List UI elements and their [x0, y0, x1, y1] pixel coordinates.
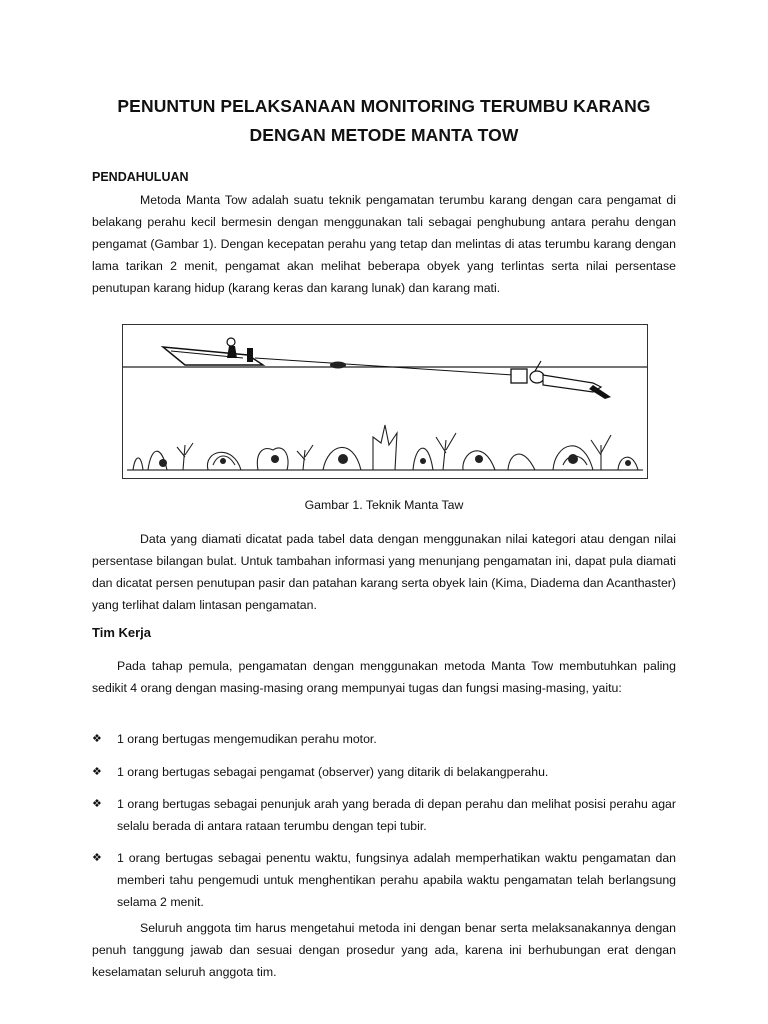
figure-manta-tow — [122, 324, 648, 479]
paragraph-data: Data yang diamati dicatat pada tabel data dengan menggunakan nilai kategori atau dengan nilai persentase bilangan bulat. Untuk tambahan informasi yang menunjang pengamatan ini, dapat pula diamati dan dicatat persen penutupan pasir dan patahan karang serta obyek lain (Kima, Diadema dan Acanthaster) yang terlihat dalam lintasan pengamatan. — [92, 532, 676, 612]
driver-body — [227, 346, 237, 358]
document-title — [0, 92, 768, 150]
title-line-2: DENGAN METODE MANTA TOW — [249, 125, 519, 145]
list-item — [92, 847, 676, 913]
figure-caption: Gambar 1. Teknik Manta Taw — [304, 498, 464, 512]
paragraph-closing: Seluruh anggota tim harus mengetahui metoda ini dengan benar serta melaksanakannya dengan penuh tanggung jawab dan sesuai dengan prosedur yang ada, karena ini berhubungan erat dengan keselamatan seluruh anggota tim. — [92, 921, 676, 979]
list-item-text: 1 orang bertugas sebagai penunjuk arah yang berada di depan perahu dan melihat posisi perahu agar selalu berada di antara rataan terumbu dengan tepi tubir. — [117, 797, 676, 833]
coral-reef — [133, 425, 638, 470]
bullet-icon: ❖ — [92, 766, 102, 778]
diver-snorkel — [535, 361, 541, 371]
section-heading-tim-kerja: Tim Kerja — [92, 625, 152, 640]
bullet-icon: ❖ — [92, 733, 102, 745]
manta-tow-illustration — [123, 325, 647, 478]
paragraph-intro: Metoda Manta Tow adalah suatu teknik pengamatan terumbu karang dengan cara pengamat di belakang perahu kecil bermesin dengan menggunakan tali sebagai penghubung antara perahu dengan pengamat (Gambar 1). Dengan kecepatan perahu yang tetap dan melintas di atas terumbu karang dengan lama tarikan 2 menit, pengamat akan melihat beberapa obyek yang terlintas serta nilai persentase penutupan karang hidup (karang keras dan karang lunak) dan karang mati. — [92, 193, 676, 295]
diver-head — [530, 371, 544, 383]
list-item-text: 1 orang bertugas sebagai penentu waktu, fungsinya adalah memperhatikan waktu pengamatan dan memberi tahu pengemudi untuk menghentikan perahu apabila waktu pengamatan telah berlangsung selama 2 menit. — [117, 851, 676, 909]
list-item — [92, 761, 676, 783]
bullet-icon: ❖ — [92, 798, 102, 810]
list-item — [92, 728, 676, 750]
rope-float — [330, 362, 346, 369]
list-item-text: 1 orang bertugas sebagai pengamat (observer) yang ditarik di belakangperahu. — [117, 765, 549, 779]
bullet-icon: ❖ — [92, 852, 102, 864]
manta-board — [511, 369, 527, 383]
title-line-1: PENUNTUN PELAKSANAAN MONITORING TERUMBU KARANG — [117, 96, 651, 116]
section-heading-pendahuluan: PENDAHULUAN — [92, 170, 189, 184]
list-item — [92, 793, 676, 837]
driver-head — [227, 338, 235, 346]
boat-motor — [247, 348, 253, 362]
paragraph-team: Pada tahap pemula, pengamatan dengan menggunakan metoda Manta Tow membutuhkan paling sedikit 4 orang dengan masing-masing orang mempunyai tugas dan fungsi masing-masing, yaitu: — [92, 659, 676, 695]
list-item-text: 1 orang bertugas mengemudikan perahu motor. — [117, 732, 377, 746]
